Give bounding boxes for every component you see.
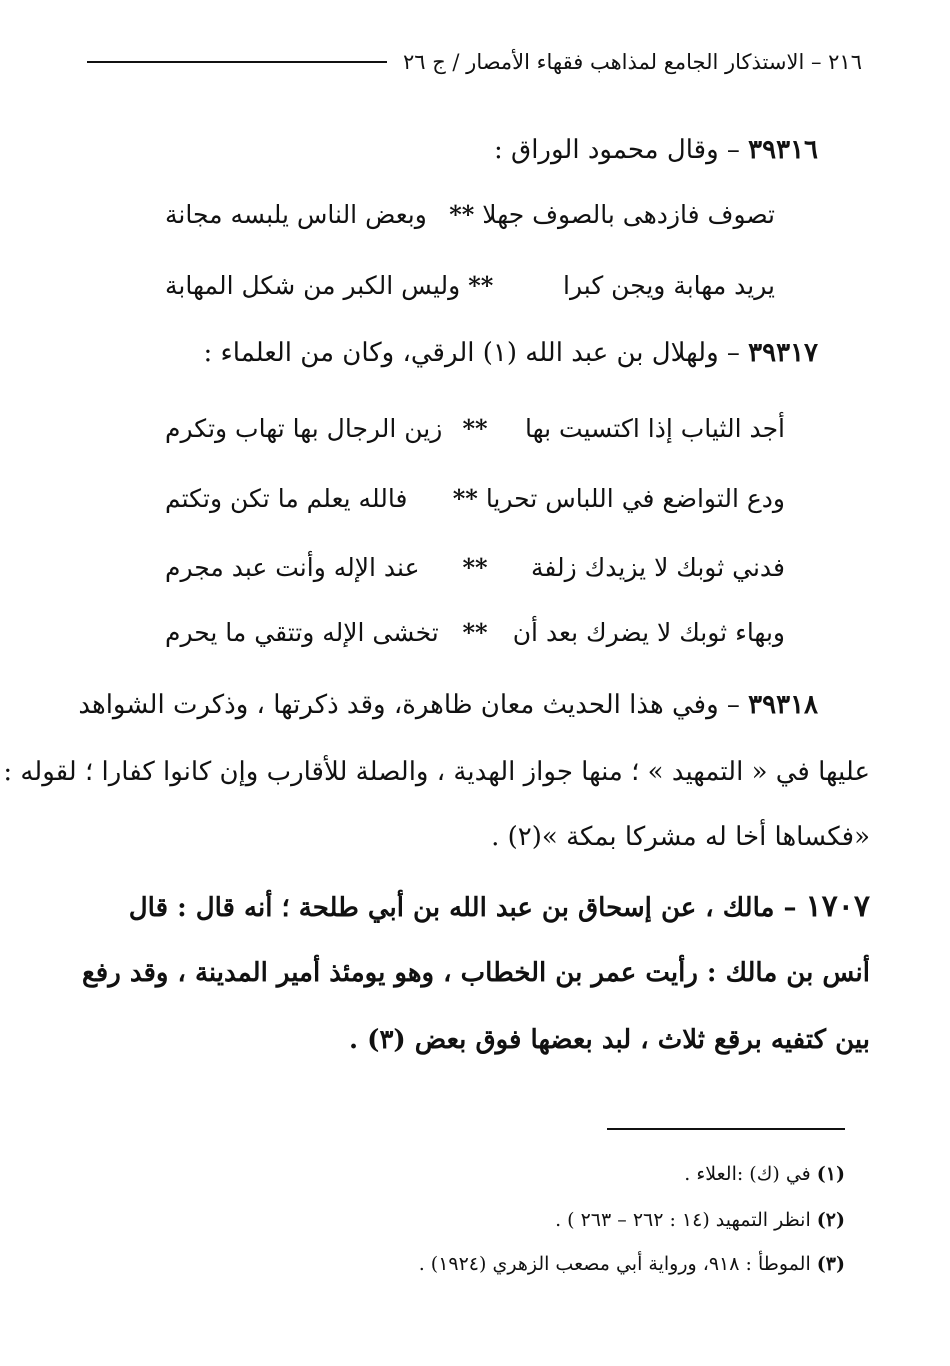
poem-line xyxy=(165,408,785,448)
paragraph-number: ٣٩٣١٧ xyxy=(748,338,818,368)
star-separator: ** xyxy=(449,199,475,229)
footnote xyxy=(684,1163,845,1185)
paragraph-number: ٣٩٣١٦ xyxy=(748,135,818,165)
footnote xyxy=(555,1209,845,1231)
poem-hemistich: وبهاء ثوبك لا يضرك بعد أن xyxy=(512,617,785,647)
poem-hemistich: ودع التواضع في اللباس تحريا xyxy=(485,483,785,513)
poem-line xyxy=(165,194,775,234)
paragraph-text: – وفي هذا الحديث معان ظاهرة، وقد ذكرتها ، وذكرت الشواهد xyxy=(78,690,740,720)
header-title: ٢١٦ – الاستذكار الجامع لمذاهب فقهاء الأمصار / ج ٢٦ xyxy=(402,50,862,74)
poem-hemistich: وليس الكبر من شكل المهابة xyxy=(165,270,461,300)
star-separator: ** xyxy=(452,483,478,513)
footnote-marker: (٢) xyxy=(816,1209,845,1231)
star-separator: ** xyxy=(468,270,494,300)
hadith-number: ١٧٠٧ xyxy=(805,889,870,924)
star-separator: ** xyxy=(462,413,488,443)
footnote-separator xyxy=(607,1128,845,1130)
poem-line xyxy=(165,612,785,652)
star-separator: ** xyxy=(462,552,488,582)
poem-line xyxy=(165,478,785,518)
poem-hemistich: تصوف فازدهى بالصوف جهلا xyxy=(482,199,775,229)
poem-hemistich: زين الرجال بها تهاب وتكرم xyxy=(164,413,443,443)
hadith-text: – مالك ، عن إسحاق بن عبد الله بن أبي طلحة ؛ أنه قال : قال xyxy=(128,893,797,923)
paragraph-text: – وقال محمود الوراق : xyxy=(494,135,740,165)
paragraph-text: – ولهلال بن عبد الله (١) الرقي، وكان من العلماء : xyxy=(203,338,740,368)
running-header xyxy=(87,44,862,80)
paragraph-39317 xyxy=(204,340,818,366)
hadith-line: بين كتفيه برقع ثلاث ، لبد بعضها فوق بعض (٣) . xyxy=(349,1025,870,1055)
poem-hemistich: عند الإله وأنت عبد مجرم xyxy=(164,552,420,582)
footnote-marker: (٣) xyxy=(816,1253,845,1275)
footnote-text: انظر التمهيد (١٤ : ٢٦٢ – ٢٦٣ ) . xyxy=(555,1209,811,1231)
hadith-1707 xyxy=(128,889,870,924)
header-rule xyxy=(87,61,387,63)
poem-hemistich: فدني ثوبك لا يزيدك زلفة xyxy=(531,552,785,582)
paragraph-line: «فكساها أخا له مشركا بمكة »(٢) . xyxy=(491,822,870,852)
paragraph-line: عليها في « التمهيد » ؛ منها جواز الهدية ، والصلة للأقارب وإن كانوا كفارا ؛ لقوله : xyxy=(3,757,870,787)
footnote-marker: (١) xyxy=(816,1163,845,1185)
poem-hemistich: يريد مهابة ويجن كبرا xyxy=(563,270,775,300)
footnote-text: في (ك) :العلاء . xyxy=(684,1163,811,1185)
footnote xyxy=(419,1253,845,1275)
paragraph-number: ٣٩٣١٨ xyxy=(748,690,818,720)
poem-hemistich: وبعض الناس يلبسه مجانة xyxy=(165,199,427,229)
poem-line xyxy=(165,265,775,305)
poem-hemistich: تخشى الإله وتتقي ما يحرم xyxy=(164,617,439,647)
star-separator: ** xyxy=(462,617,488,647)
poem-line xyxy=(165,547,785,587)
hadith-line: أنس بن مالك : رأيت عمر بن الخطاب ، وهو يومئذ أمير المدينة ، وقد رفع xyxy=(81,958,870,988)
paragraph-39318 xyxy=(78,692,818,718)
footnote-text: الموطأ : ٩١٨، ورواية أبي مصعب الزهري (١٩٢٤) . xyxy=(418,1253,811,1275)
poem-hemistich: أجد الثياب إذا اكتسيت بها xyxy=(524,413,785,443)
paragraph-39316 xyxy=(494,137,818,163)
poem-hemistich: فالله يعلم ما تكن وتكتم xyxy=(165,483,408,513)
